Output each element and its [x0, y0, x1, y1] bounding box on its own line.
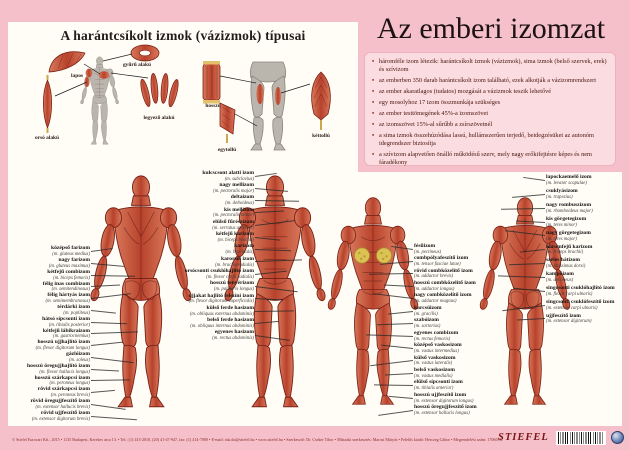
muscle-label: elülső sípcsonti izom (m. tibialis anterior) [414, 380, 500, 392]
label-column-back-female [546, 174, 628, 326]
muscle-label: kampóizom (m. anconeus) [546, 271, 628, 285]
spindle-muscle-shape [43, 80, 51, 128]
long-muscle-shape [203, 64, 220, 100]
muscle-label: kis mellizom (m. pectoralis minor) [150, 207, 254, 219]
type-label-unipennate: egytollú [217, 147, 237, 153]
muscle-label: hosszú öregujjhajlító izom (m. flexor hallucis longus) [6, 363, 90, 375]
muscle-label: egyenes hasizom (m. rectus abdominis) [150, 330, 254, 342]
muscle-label: kulcscsont alatti izom (m. subclavius) [150, 170, 254, 182]
muscle-label: kis görgetegizom (m. teres minor) [546, 215, 628, 229]
muscle-label: hosszú öregujjfeszítő izom (m. extensor hallucis longus) [414, 404, 500, 416]
type-label-flat: lapos [71, 73, 83, 79]
muscle-label: szabóizom (m. sartorius) [414, 318, 500, 330]
muscle-label: középső vaskosizom (m. vastus intermedius) [414, 342, 500, 354]
type-label-long: hosszú [205, 103, 221, 109]
fact-item: • az emberben 350 darab harántcsíkolt izom található, ezek alkotják a vázizomrendszert [372, 77, 608, 85]
muscle-type-shapes [8, 22, 358, 172]
muscle-label: háromfejű karizom (m. triceps brachii) [546, 243, 628, 257]
muscle-label: nagy rombuszizom (m. rhomboideus major) [546, 202, 628, 216]
muscle-label: rövid combközelítő izom (m. adductor brevis) [414, 268, 500, 280]
fact-item: • a sima izmok összehúzódása lassú, hullámszerűen terjedő, beidegzésüket az autonóm idegrendszer biztosítja [372, 132, 608, 149]
flat-muscle-shape [49, 52, 85, 72]
muscle-label: karorsói izom (m. brachioradialis) [150, 256, 254, 268]
muscle-label: deltaizom (m. deltoideus) [150, 195, 254, 207]
barcode-bars [558, 432, 604, 444]
muscle-label: singcsonti csuklóhajlító izom (m. flexor carpi ulnaris) [546, 285, 628, 299]
label-column-back-male [6, 246, 90, 422]
fact-item: • háromféle izom létezik: harántcsíkolt izmok (vázizmok), sima izmok (belső szervek, erek) és szívizom [372, 58, 608, 75]
leader-line [255, 310, 294, 312]
figure-front-female [322, 196, 424, 417]
muscle-label: félig inas combizom (m. semitendinosus) [6, 281, 90, 293]
stiefel-logo: STIEFEL [498, 432, 549, 443]
muscle-label: nagy farizom (m. gluteus maximus) [6, 258, 90, 270]
fact-item: • az ember testtömegének 45%-a izomszövet [372, 110, 608, 118]
muscle-label: hátsó sípcsonti izom (m. tibialis posterior) [6, 316, 90, 328]
muscle-label: elülső fűrészizom (m. serratus anterior) [150, 219, 254, 231]
fact-item: • a szívizom alapvetően önálló működésű szerv, mely nagy erőkifejtésre képes és nem fáradékony [372, 151, 608, 168]
muscle-label: fésűizom (m. pectineus) [414, 243, 500, 255]
muscle-label: hosszú combközelítő izom (m. adductor longus) [414, 280, 500, 292]
barcode [556, 431, 606, 445]
muscle-label: rövid ujjfeszítő izom (m. extensor digitorum brevis) [6, 410, 90, 422]
copyright-line: © Stiefel Eurocart Kft., 2015 • 1135 Budapest, Kerekes utca 13. • Tel.: (1) 413-2010, (20) 41-47-947, fax: (1) 414-7080 • E-mail: iskolai@stiefel.hu • www.stiefel.hu • Szerkesztő: Dr. Cseker Tibor • Műszaki szerkesztés: Marosi Mátyás • Felelős kiadó: Herczeg Gábor • Megrendelési szám: 170667K [12, 437, 503, 442]
muscle-label: karcsúizom (m. gracilis) [414, 305, 500, 317]
muscle-label: hosszú szárkapcsi izom (m. peroneus longus) [6, 375, 90, 387]
globe-icon [611, 431, 624, 444]
muscle-label: belső ferde hasizom (m. obliquus internus abdominis) [150, 317, 254, 329]
type-label-ring: gyűrű alakú [122, 62, 151, 68]
type-label-fan: legyező alakú [143, 115, 175, 121]
label-column-front-male [150, 170, 254, 342]
fact-box [364, 52, 616, 166]
muscle-label: kétfejű lábikraizom (m. gastrocnemius) [6, 328, 90, 340]
muscle-label: kétfejű karizom (m. biceps brachii) [150, 231, 254, 243]
muscle-label: nagy mellizom (m. pectoralis major) [150, 182, 254, 194]
muscle-label: karizom (m. brachialis) [150, 244, 254, 256]
muscle-label: térdárki izom (m. popliteus) [6, 305, 90, 317]
muscle-label: hosszú ujjfeszítő izom (m. extensor digitorum longus) [414, 392, 500, 404]
muscle-types-title: A harántcsíkolt izmok (vázizmok) típusai [60, 28, 306, 43]
muscle-label: rövid szárkapcsi izom (m. peroneus brevis) [6, 387, 90, 399]
muscle-types-panel [8, 22, 358, 172]
muscle-label: hosszú tenyérizom (m. palmaris longus) [150, 281, 254, 293]
muscle-label: gázlóizom (m. soleus) [6, 352, 90, 364]
type-label-bipennate: kéttollú [312, 133, 330, 139]
page-title: Az emberi izomzat [376, 12, 606, 45]
mini-legs-figure [250, 62, 285, 150]
muscle-label: ujjakat hajlító felszíni izom (m. flexor digitorum superficialis) [150, 293, 254, 305]
muscle-label: orsócsonti csuklóhajlító izom (m. flexor carpi radialis) [150, 268, 254, 280]
muscle-label: ujjfeszítő izom (m. extensor digitorum) [546, 312, 628, 326]
muscle-label: nagy görgetegizom (m. teres major) [546, 229, 628, 243]
fact-list [372, 58, 608, 167]
muscle-label: középső farizom (m. gluteus medius) [6, 246, 90, 258]
muscle-label: belső vaskosizom (m. vastus medialis) [414, 367, 500, 379]
muscle-label: félig hártyás izom (m. semimembranosus) [6, 293, 90, 305]
fan-muscle-shape [139, 73, 180, 107]
fact-item: • az ember akaratlagos (tudatos) mozgását a vázizmok teszik lehetővé [372, 88, 608, 96]
muscle-label: széles hátizom (m. latissimus dorsi) [546, 257, 628, 271]
fact-item: • egy mosolyhoz 17 izom összmunkája szükséges [372, 99, 608, 107]
muscle-label: rövid öregujjfeszítő izom (m. extensor hallucis brevis) [6, 399, 90, 411]
muscle-label: egyenes combizom (m. rectus femoris) [414, 330, 500, 342]
muscle-label: külső vaskosizom (m. vastus lateralis) [414, 355, 500, 367]
muscle-label: nagy combközelítő izom (m. adductor magnus) [414, 293, 500, 305]
label-column-front-female [414, 243, 500, 417]
bipennate-muscle-shape [312, 72, 331, 120]
muscle-label: lapockaemelő izom (m. levator scapulae) [546, 174, 628, 188]
muscle-label: külső ferde hasizom (m. obliquus externus abdominis) [150, 305, 254, 317]
muscle-label: combpólyafeszítő izom (m. tensor fasciae latae) [414, 255, 500, 267]
muscle-label: hosszú ujjhajlító izom (m. flexor digitorum longus) [6, 340, 90, 352]
muscle-label: csuklyásizom (m. trapezius) [546, 188, 628, 202]
muscle-label: singcsonti csuklófeszítő izom (m. extensor carpi ulnaris) [546, 298, 628, 312]
type-label-spindle: orsó alakú [34, 135, 60, 141]
muscle-label: kétfejű combizom (m. biceps femoris) [6, 269, 90, 281]
fact-item: • az izomszövet 15%-al sűrűbb a zsírszövetnél [372, 121, 608, 129]
mini-body-figure [80, 57, 119, 144]
